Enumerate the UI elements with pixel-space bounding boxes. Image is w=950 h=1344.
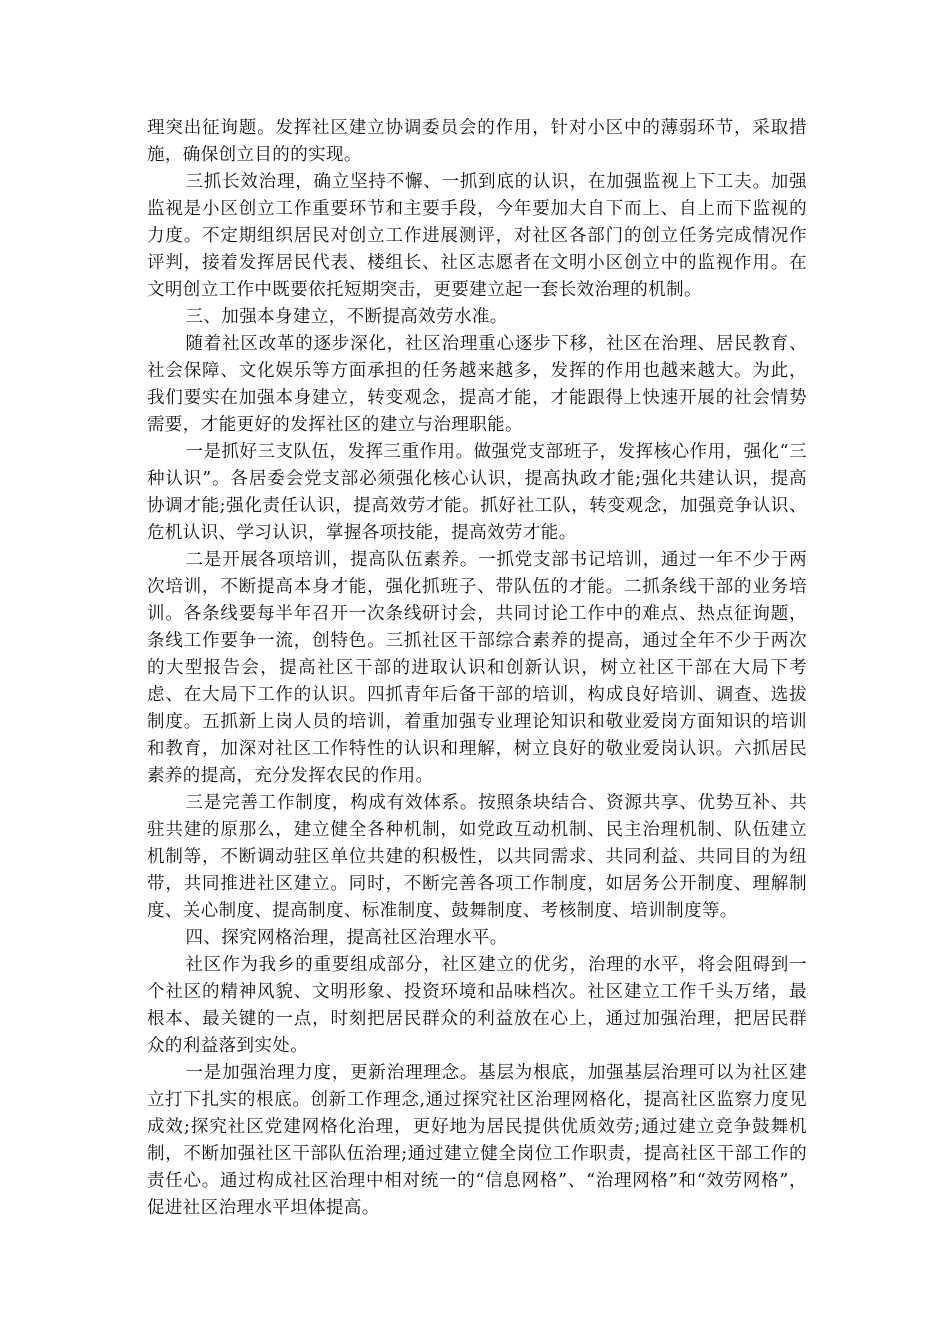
paragraph: 三抓长效治理，确立坚持不懈、一抓到底的认识，在加强监视上下工夫。加强监视是小区创立工作重要环节和主要手段，今年要加大自下而上、自上而下监视的力度。不定期组织居民对创立工作进展测评，对社区各部门的创立任务完成情况作评判，接着发挥居民代表、楼组长、社区志愿者在文明小区创立中的监视作用。在文明创立工作中既要依托短期突击，更要建立起一套长效治理的机制。: [147, 172, 807, 300]
paragraph: 三是完善工作制度，构成有效体系。按照条块结合、资源共享、优势互补、共驻共建的原那么，建立健全各种机制，如党政互动机制、民主治理机制、队伍建立机制等，不断调动驻区单位共建的积极性，以共同需求、共同利益、共同目的为纽带，共同推进社区建立。同时，不断完善各项工作制度，如居务公开制度、理解制度、关心制度、提高制度、标准制度、鼓舞制度、考核制度、培训制度等。: [147, 793, 807, 921]
section-heading: 四、探究网格治理，提高社区治理水平。: [185, 928, 508, 948]
document-body: [147, 115, 807, 1222]
paragraph: 随着社区改革的逐步深化，社区治理重心逐步下移，社区在治理、居民教育、社会保障、文化娱乐等方面承担的任务越来越多，发挥的作用也越来越大。为此，我们要实在加强本身建立，转变观念，提高才能，才能跟得上快速开展的社会情势需要，才能更好的发挥社区的建立与治理职能。: [147, 334, 807, 435]
section-heading: 三、加强本身建立，不断提高效劳水准。: [185, 307, 508, 327]
paragraph: 社区作为我乡的重要组成部分，社区建立的优劣，治理的水平，将会阻碍到一个社区的精神风貌、文明形象、投资环境和品味档次。社区建立工作千头万绪，最根本、最关键的一点，时刻把居民群众的利益放在心上，通过加强治理，把居民群众的利益落到实处。: [147, 955, 807, 1056]
paragraph: 理突出征询题。发挥社区建立协调委员会的作用，针对小区中的薄弱环节，采取措施，确保创立目的的实现。: [147, 118, 807, 165]
paragraph: 二是开展各项培训，提高队伍素养。一抓党支部书记培训，通过一年不少于两次培训，不断提高本身才能，强化抓班子、带队伍的才能。二抓条线干部的业务培训。各条线要每半年召开一次条线研讨会，共同讨论工作中的难点、热点征询题，条线工作要争一流，创特色。三抓社区干部综合素养的提高，通过全年不少于两次的大型报告会，提高社区干部的进取认识和创新认识，树立社区干部在大局下考虑、在大局下工作的认识。四抓青年后备干部的培训，构成良好培训、调查、选拔制度。五抓新上岗人员的培训，着重加强专业理论知识和敬业爱岗方面知识的培训和教育，加深对社区工作特性的认识和理解，树立良好的敬业爱岗认识。六抓居民素养的提高，充分发挥农民的作用。: [147, 550, 807, 786]
paragraph: 一是抓好三支队伍，发挥三重作用。做强党支部班子，发挥核心作用，强化“三种认识”。各居委会党支部必须强化核心认识，提高执政才能;强化共建认识，提高协调才能;强化责任认识，提高效劳才能。抓好社工队，转变观念，加强竞争认识、危机认识、学习认识，掌握各项技能，提高效劳才能。: [147, 442, 807, 543]
paragraph: 一是加强治理力度，更新治理理念。基层为根底，加强基层治理可以为社区建立打下扎实的根底。创新工作理念,通过探究社区治理网格化，提高社区监察力度见成效;探究社区党建网格化治理，更好地为居民提供优质效劳;通过建立竞争鼓舞机制，不断加强社区干部队伍治理;通过建立健全岗位工作职责，提高社区干部工作的责任心。通过构成社区治理中相对统一的“信息网格”、“治理网格”和“效劳网格”，促进社区治理水平坦体提高。: [147, 1063, 807, 1218]
